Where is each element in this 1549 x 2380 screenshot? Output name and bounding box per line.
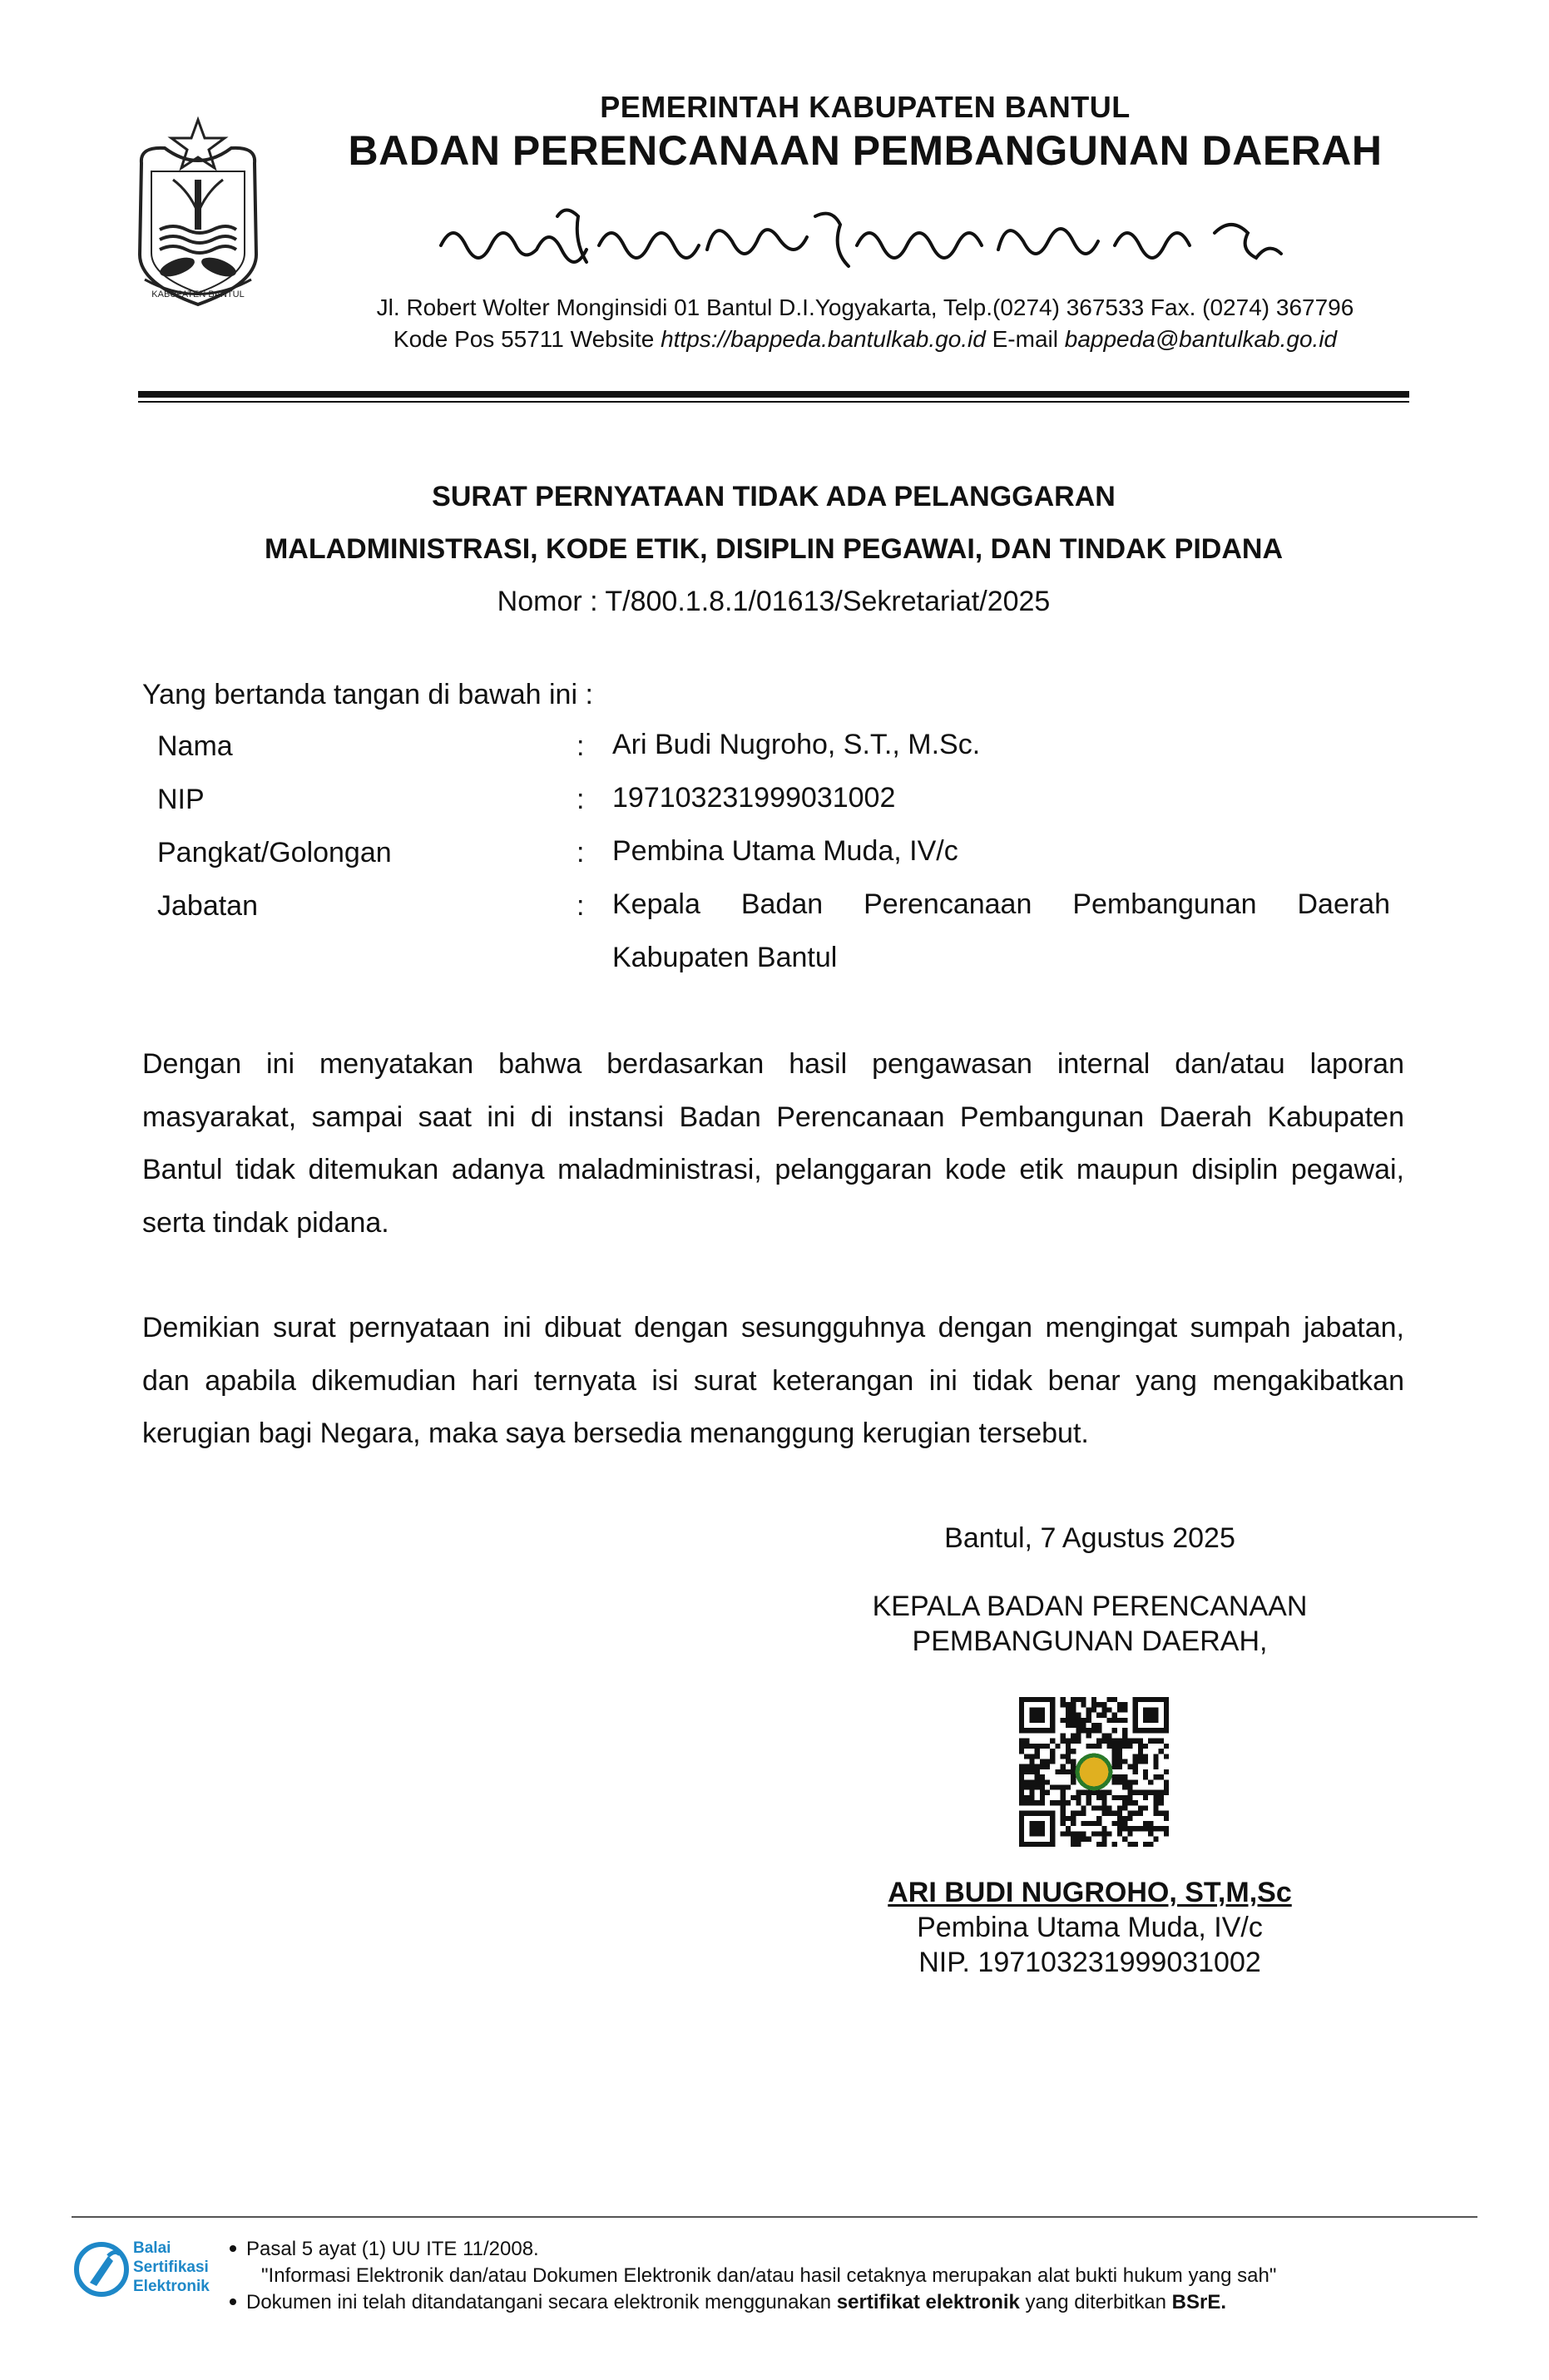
footer-note-1 xyxy=(230,2238,539,2261)
bsre-logo-icon xyxy=(72,2231,230,2306)
footer-note-1-text: Pasal 5 ayat (1) UU ITE 11/2008. xyxy=(246,2238,539,2260)
javanese-script-icon xyxy=(433,200,1298,275)
identity-colon: : xyxy=(577,730,585,762)
identity-label-nama: Nama xyxy=(157,730,233,762)
footer-note-3-bold-2: BSrE. xyxy=(1171,2291,1227,2313)
kabupaten-bantul-logo xyxy=(123,113,273,313)
address-email-label: E-mail xyxy=(985,326,1065,352)
letterhead-rule-thin xyxy=(138,401,1409,403)
address-postcode-text: Kode Pos 55711 Website xyxy=(393,326,661,352)
identity-value-pangkat: Pembina Utama Muda, IV/c xyxy=(612,835,958,867)
signatory-name-text: ARI BUDI NUGROHO, ST,M,Sc xyxy=(888,1877,1292,1908)
statement-paragraph: Dengan ini menyatakan bahwa berdasarkan hasil pengawasan internal dan/atau laporan masyarakat, sampai saat ini di instansi Badan Perencanaan Pembangunan Daerah Kabupaten Bantul tidak ditemukan adanya maladministrasi, pelanggaran kode etik maupun disiplin pegawai, serta tindak pidana. xyxy=(142,1048,1404,1239)
document-title-line-1: SURAT PERNYATAAN TIDAK ADA PELANGGARAN xyxy=(432,481,1116,512)
footer-note-3-bold-1: sertifikat elektronik xyxy=(836,2291,1020,2313)
logo-caption: KABUPATEN BANTUL xyxy=(151,289,245,299)
bullet-icon xyxy=(230,2245,236,2252)
place-date: Bantul, 7 Agustus 2025 xyxy=(944,1522,1235,1554)
footer-note-3-text-b: yang diterbitkan xyxy=(1019,2291,1172,2313)
intro-text: Yang bertanda tangan di bawah ini : xyxy=(142,679,593,710)
signatory-nip: NIP. 197103231999031002 xyxy=(918,1947,1261,1978)
identity-value-nama: Ari Budi Nugroho, S.T., M.Sc. xyxy=(612,729,981,760)
letterhead-rule-thick xyxy=(138,391,1409,398)
address-line-2 xyxy=(283,326,1448,353)
identity-value-jabatan: Kepala Badan Perencanaan Pembangunan Daerah Kabupaten Bantul xyxy=(612,888,1390,973)
signatory-title-line-2: PEMBANGUNAN DAERAH, xyxy=(912,1625,1268,1657)
footer-note-2: "Informasi Elektronik dan/atau Dokumen Elektronik dan/atau hasil cetaknya merupakan alat bukti hukum yang sah" xyxy=(261,2264,1277,2287)
footer-rule xyxy=(72,2216,1477,2218)
identity-colon: : xyxy=(577,890,585,922)
email-link[interactable]: bappeda@bantulkab.go.id xyxy=(1064,326,1338,352)
identity-label-pangkat: Pangkat/Golongan xyxy=(157,837,392,868)
document-title-line-2: MALADMINISTRASI, KODE ETIK, DISIPLIN PEGAWAI, DAN TINDAK PIDANA xyxy=(264,533,1284,565)
bullet-icon xyxy=(230,2298,236,2305)
address-line-1: Jl. Robert Wolter Monginsidi 01 Bantul D.I.Yogyakarta, Telp.(0274) 367533 Fax. (0274) 367796 xyxy=(376,294,1354,320)
bsre-text-3: Elektronik xyxy=(133,2278,210,2295)
signatory-title-line-1: KEPALA BADAN PERENCANAAN xyxy=(872,1591,1308,1622)
bsre-text-1: Balai xyxy=(133,2239,171,2257)
qr-code-icon xyxy=(1019,1697,1169,1847)
footer-note-3 xyxy=(230,2291,1226,2314)
identity-colon: : xyxy=(577,837,585,868)
document-number: Nomor : T/800.1.8.1/01613/Sekretariat/2025 xyxy=(497,586,1051,617)
government-name: PEMERINTAH KABUPATEN BANTUL xyxy=(600,90,1131,124)
identity-colon: : xyxy=(577,784,585,815)
footer-note-3-text-a: Dokumen ini telah ditandatangani secara elektronik menggunakan xyxy=(246,2291,837,2313)
identity-label-nip: NIP xyxy=(157,784,205,815)
website-link[interactable]: https://bappeda.bantulkab.go.id xyxy=(661,326,986,352)
agency-name: BADAN PERENCANAAN PEMBANGUNAN DAERAH xyxy=(348,127,1383,174)
bsre-text-2: Sertifikasi xyxy=(133,2259,209,2276)
signatory-rank: Pembina Utama Muda, IV/c xyxy=(917,1912,1263,1943)
identity-label-jabatan: Jabatan xyxy=(157,890,258,922)
closing-paragraph: Demikian surat pernyataan ini dibuat dengan sesungguhnya dengan mengingat sumpah jabatan, dan apabila dikemudian hari ternyata isi surat keterangan ini tidak benar yang mengakibatkan kerugian bagi Negara, maka saya bersedia menanggung kerugian tersebut. xyxy=(142,1312,1404,1449)
identity-value-nip: 197103231999031002 xyxy=(612,782,896,814)
signatory-name xyxy=(799,1877,1381,1909)
